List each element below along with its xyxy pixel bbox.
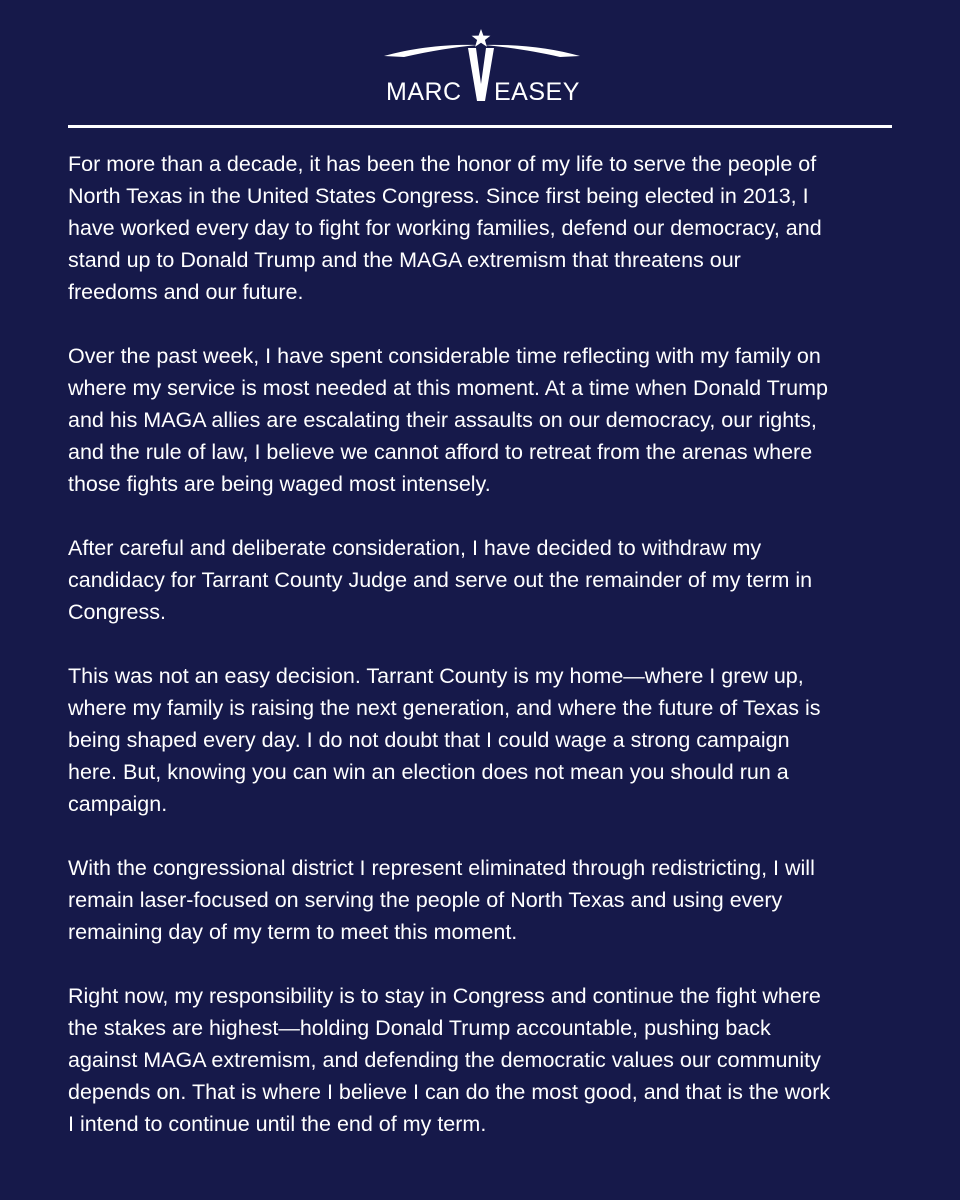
paragraph-line: against MAGA extremism, and defending the democratic values our community [68, 1048, 821, 1072]
paragraph-line: This was not an easy decision. Tarrant County is my home—where I grew up, [68, 664, 804, 688]
paragraph-line: After careful and deliberate consideration, I have decided to withdraw my [68, 536, 762, 560]
marc-veasey-logo [384, 26, 580, 108]
statement-paragraph [68, 980, 904, 1140]
paragraph-line: remaining day of my term to meet this moment. [68, 920, 518, 944]
statement-paragraph [68, 660, 904, 820]
logo-last-name: EASEY [494, 78, 580, 106]
statement-paragraph [68, 340, 904, 500]
paragraph-line: depends on. That is where I believe I can do the most good, and that is the work [68, 1080, 831, 1104]
paragraph-line: I intend to continue until the end of my term. [68, 1112, 487, 1136]
star-icon [472, 29, 491, 47]
statement-paragraph [68, 852, 904, 948]
paragraph-line: and his MAGA allies are escalating their assaults on our democracy, our rights, [68, 408, 817, 432]
paragraph-line: With the congressional district I represent eliminated through redistricting, I will [68, 856, 815, 880]
statement-paragraph [68, 532, 904, 628]
paragraph-line: stand up to Donald Trump and the MAGA extremism that threatens our [68, 248, 741, 272]
statement-paragraph [68, 148, 904, 308]
paragraph-line: candidacy for Tarrant County Judge and serve out the remainder of my term in [68, 568, 813, 592]
paragraph-line: the stakes are highest—holding Donald Trump accountable, pushing back [68, 1016, 771, 1040]
paragraph-line: freedoms and our future. [68, 280, 304, 304]
right-wing-mark [485, 45, 580, 57]
paragraph-line: being shaped every day. I do not doubt that I could wage a strong campaign [68, 728, 790, 752]
paragraph-line: Right now, my responsibility is to stay in Congress and continue the fight where [68, 984, 821, 1008]
paragraph-line: where my service is most needed at this moment. At a time when Donald Trump [68, 376, 828, 400]
paragraph-line: have worked every day to fight for working families, defend our democracy, and [68, 216, 822, 240]
paragraph-line: For more than a decade, it has been the honor of my life to serve the people of [68, 152, 817, 176]
paragraph-line: here. But, knowing you can win an election does not mean you should run a [68, 760, 789, 784]
paragraph-line: remain laser-focused on serving the people of North Texas and using every [68, 888, 783, 912]
paragraph-line: those fights are being waged most intensely. [68, 472, 491, 496]
paragraph-line: campaign. [68, 792, 168, 816]
logo-first-name: MARC [386, 78, 462, 106]
left-wing-mark [384, 45, 477, 57]
paragraph-line: Congress. [68, 600, 166, 624]
statement-body [68, 148, 904, 1172]
paragraph-line: and the rule of law, I believe we cannot afford to retreat from the arenas where [68, 440, 813, 464]
header-divider [68, 125, 892, 128]
paragraph-line: Over the past week, I have spent considerable time reflecting with my family on [68, 344, 821, 368]
v-monogram [468, 48, 494, 101]
paragraph-line: North Texas in the United States Congress. Since first being elected in 2013, I [68, 184, 809, 208]
paragraph-line: where my family is raising the next generation, and where the future of Texas is [68, 696, 821, 720]
